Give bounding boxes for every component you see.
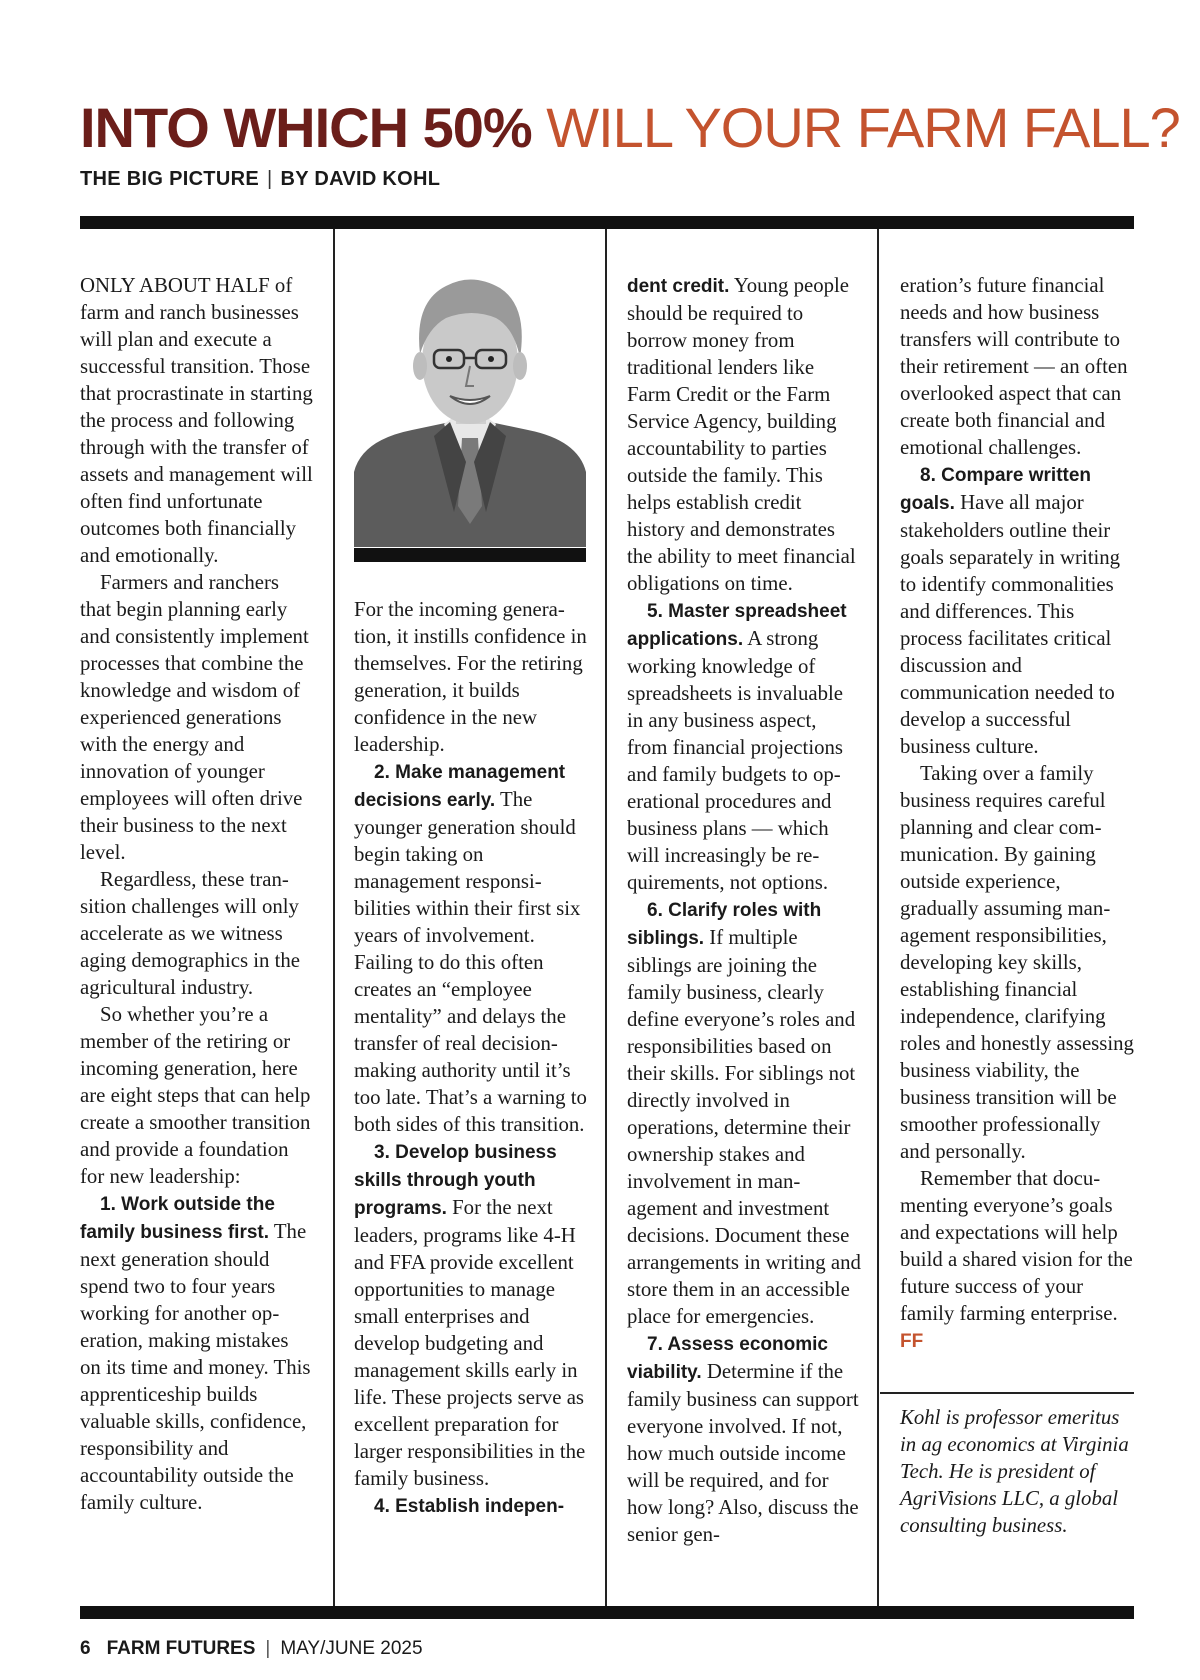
- step-body: Have all major stakeholders outline their goals separately in writing to identify commonalities and differences. This process facilitates critical discussion and communication needed to develop a successful business culture.: [900, 491, 1121, 758]
- step-paragraph: [627, 272, 861, 597]
- paragraph: ONLY ABOUT HALF of farm and ranch businesses will plan and execute a successful transition. Those that procrastinate in starting the process and following through with the transfer of assets and management will often find unfortunate outcomes both financially and emotionally.: [80, 274, 313, 567]
- paragraph: Farmers and ranchers that begin planning early and consistently implement processes that combine the knowledge and wisdom of experienced generations with the energy and innovation of younger employees will often drive their business to the next level.: [80, 571, 309, 864]
- column-divider: [605, 229, 607, 1606]
- article-column-2: [354, 596, 588, 1520]
- step-paragraph: [354, 1138, 588, 1492]
- section-name: THE BIG PICTURE: [80, 168, 259, 190]
- footer-separator: |: [265, 1638, 271, 1659]
- column-divider: [333, 229, 335, 1606]
- step-heading: 1. Work outside the family business first.: [80, 1194, 275, 1243]
- step-paragraph: [627, 1330, 861, 1548]
- step-body: Determine if the family business can support everyone involved. If not, how much outside income will be required, and for how long? Also, discuss the senior gen-: [627, 1360, 859, 1546]
- step-body: For the next leaders, programs like 4-H and FFA provide excellent opportunities to manage small enterprises and develop budgeting and management skills early in life. These projects serve as excellent preparation for larger responsibilities in the family business.: [354, 1196, 586, 1490]
- end-mark: FF: [900, 1331, 924, 1352]
- step-body: The next generation should spend two to four years working for another operation, making mistakes on its time and money. This apprenticeship builds valuable skills, confidence, responsibility and accountability outside the family culture.: [80, 1220, 311, 1514]
- step-heading: 6. Clarify roles with siblings.: [627, 900, 822, 949]
- headline: [80, 96, 1180, 160]
- step-heading: 2. Make management decisions early.: [354, 762, 566, 811]
- step-body: If multiple siblings are joining the family business, clearly define everyone’s roles and responsibilities based on their skills. For siblings not directly involved in operations, determine their ownership stakes and involvement in management and investment decisions. Document these arrangements in writing and store them in an accessible place for emergencies.: [627, 926, 861, 1328]
- step-heading: 3. Develop business skills through youth programs.: [354, 1142, 557, 1219]
- top-rule: [80, 216, 1134, 229]
- page-number: 6: [80, 1638, 91, 1659]
- column-divider: [877, 229, 879, 1606]
- step-heading: 4. Establish indepen-: [374, 1496, 565, 1517]
- bottom-rule: [80, 1606, 1134, 1619]
- page-footer: [80, 1638, 423, 1660]
- article-column-1: [80, 272, 314, 1516]
- closing-paragraph: [900, 1165, 1134, 1355]
- author-portrait: [354, 262, 586, 562]
- paragraph: For the incoming generation, it instills confidence in themselves. For the retiring generation, it builds confidence in the new leadership.: [354, 598, 587, 756]
- author-name: BY DAVID KOHL: [280, 168, 441, 190]
- magazine-name: FARM FUTURES: [106, 1638, 256, 1659]
- byline-separator: |: [266, 168, 273, 190]
- step-body: Young people should be required to borrow money from traditional lenders like Farm Credit or the Farm Service Agency, building accountability to parties outside the family. This helps establish credit history and demonstrates the ability to meet financial obligations on time.: [627, 274, 856, 595]
- step-paragraph: [80, 1190, 314, 1516]
- article-column-4: [900, 272, 1134, 1355]
- paragraph: eration’s future financial needs and how business transfers will contribute to their retirement — an often overlooked aspect that can create both financial and emotional challenges.: [900, 274, 1128, 459]
- step-body: The younger generation should begin taking on management responsibilities within their first six years of involvement. Failing to do this often creates an “employee mentality” and delays the transfer of real decision-making authority until it’s too late. That’s a warning to both sides of this transition.: [354, 788, 587, 1136]
- bio-divider: [880, 1392, 1134, 1394]
- step-body: A strong working knowledge of spreadsheets is invaluable in any business aspect, from financial projections and family budgets to operational procedures and business plans — which will increasingly be requirements, not options.: [627, 627, 843, 894]
- issue-date: MAY/JUNE 2025: [280, 1638, 423, 1659]
- headline-light: WILL YOUR FARM FALL?: [546, 96, 1180, 159]
- step-paragraph: [354, 758, 588, 1138]
- step-heading: dent credit.: [627, 276, 730, 297]
- step-heading: 7. Assess economic viability.: [627, 1334, 828, 1383]
- byline: [80, 168, 440, 191]
- step-paragraph: [627, 597, 861, 896]
- step-paragraph: [900, 461, 1134, 760]
- headline-bold: INTO WHICH 50%: [80, 96, 532, 159]
- paragraph-text: Remember that documenting everyone’s goals and expectations will help build a shared vision for the future success of your family farming enterprise.: [900, 1167, 1133, 1325]
- paragraph: Regardless, these transition challenges will only accelerate as we witness aging demographics in the agricultural industry.: [80, 868, 301, 999]
- article-column-3: [627, 272, 861, 1548]
- paragraph: So whether you’re a member of the retiring or incoming generation, here are eight steps that can help create a smoother transition and provide a foundation for new leadership:: [80, 1003, 311, 1188]
- author-bio: Kohl is professor emeritus in ag economics at Virginia Tech. He is president of AgriVisions LLC, a global consulting business.: [900, 1406, 1129, 1537]
- paragraph: Taking over a family business requires careful planning and clear communication. By gaining outside experience, gradually assuming management responsibilities, developing key skills, establishing financial independence, clarifying roles and honestly assessing business viability, the business transition will be smoother professionally and personally.: [900, 762, 1134, 1163]
- step-paragraph: [627, 896, 861, 1330]
- step-heading: 5. Master spreadsheet applications.: [627, 601, 847, 650]
- step-heading: 8. Compare written goals.: [900, 465, 1092, 514]
- step-paragraph: [354, 1492, 588, 1520]
